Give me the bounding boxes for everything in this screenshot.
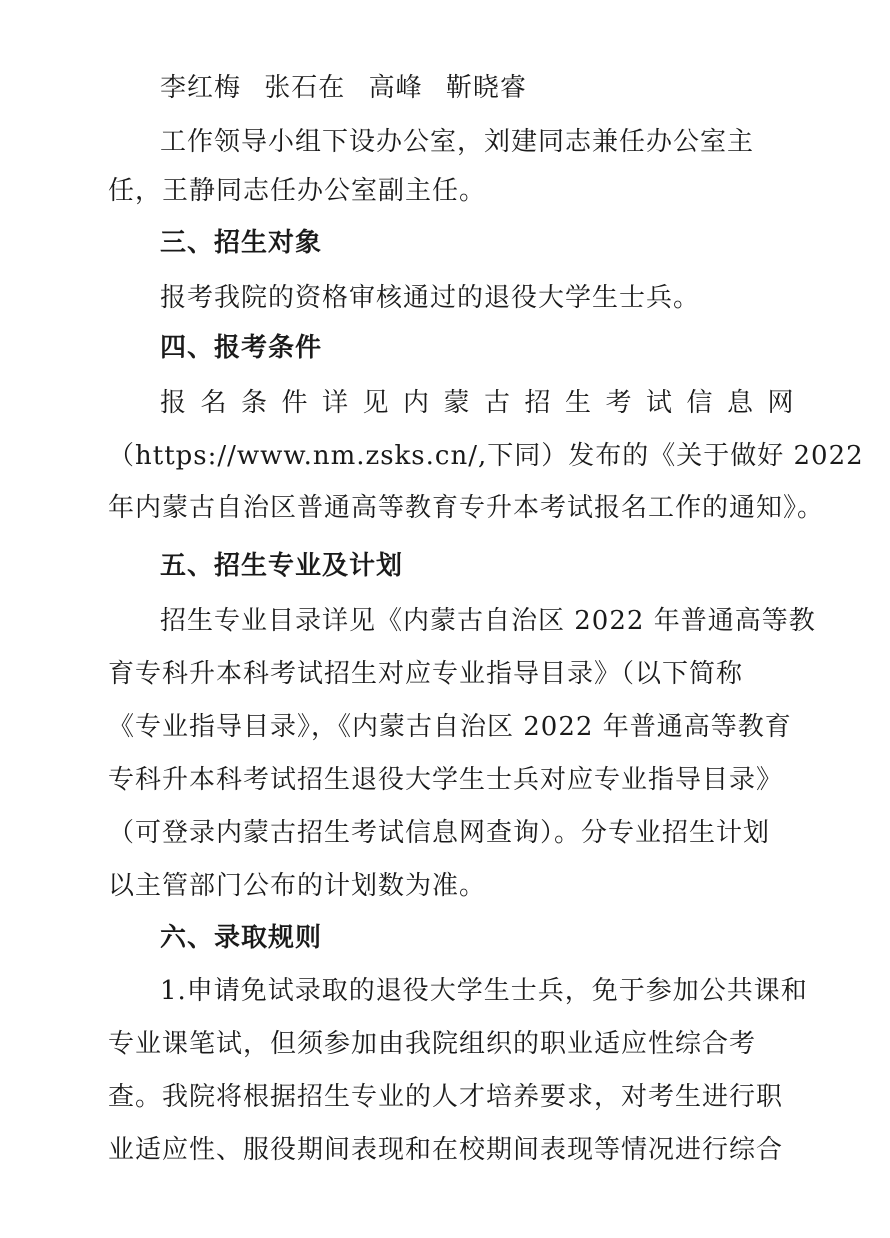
office-paragraph-line: 工作领导小组下设办公室，刘建同志兼任办公室主 [160,127,755,157]
rules-paragraph-line: 1.申请免试录取的退役大学生士兵，免于参加公共课和 [160,976,808,1006]
name-item: 李红梅 [160,73,242,103]
rules-paragraph-line: 查。我院将根据招生专业的人才培养要求，对考生进行职 [108,1082,784,1112]
rules-paragraph-line: 专业课笔试，但须参加由我院组织的职业适应性综合考 [108,1029,757,1059]
name-item: 高峰 [368,73,423,103]
section-heading-rules: 六、录取规则 [160,923,323,953]
name-item: 张石在 [264,73,346,103]
section-heading-target: 三、招生对象 [160,228,323,258]
majors-paragraph-line: 专科升本科考试招生退役大学生士兵对应专业指导目录》 [108,765,784,795]
majors-paragraph-line: （可登录内蒙古招生考试信息网查询）。分专业招生计划 [108,818,771,848]
majors-paragraph-line: 招生专业目录详见《内蒙古自治区 2022 年普通高等教 [160,606,816,636]
conditions-paragraph-line: 报名条件详见内蒙古招生考试信息网 [160,388,809,418]
section-heading-majors: 五、招生专业及计划 [160,551,404,581]
office-paragraph-line: 任，王静同志任办公室副主任。 [108,176,487,206]
conditions-paragraph-line: （https://www.nm.zsks.cn/,下同）发布的《关于做好 2022 [108,441,864,471]
rules-paragraph-line: 业适应性、服役期间表现和在校期间表现等情况进行综合 [108,1135,784,1165]
conditions-paragraph-line: 年内蒙古自治区普通高等教育专升本考试报名工作的通知》。 [108,493,825,523]
name-item: 靳晓睿 [445,73,527,103]
majors-paragraph-line: 育专科升本科考试招生对应专业指导目录》（以下简称 [108,659,744,689]
section-heading-conditions: 四、报考条件 [160,333,323,363]
leader-names [160,70,541,106]
majors-paragraph-line: 《专业指导目录》，《内蒙古自治区 2022 年普通高等教育 [108,712,792,742]
target-paragraph: 报考我院的资格审核通过的退役大学生士兵。 [160,283,701,313]
majors-paragraph-line: 以主管部门公布的计划数为准。 [108,871,487,901]
